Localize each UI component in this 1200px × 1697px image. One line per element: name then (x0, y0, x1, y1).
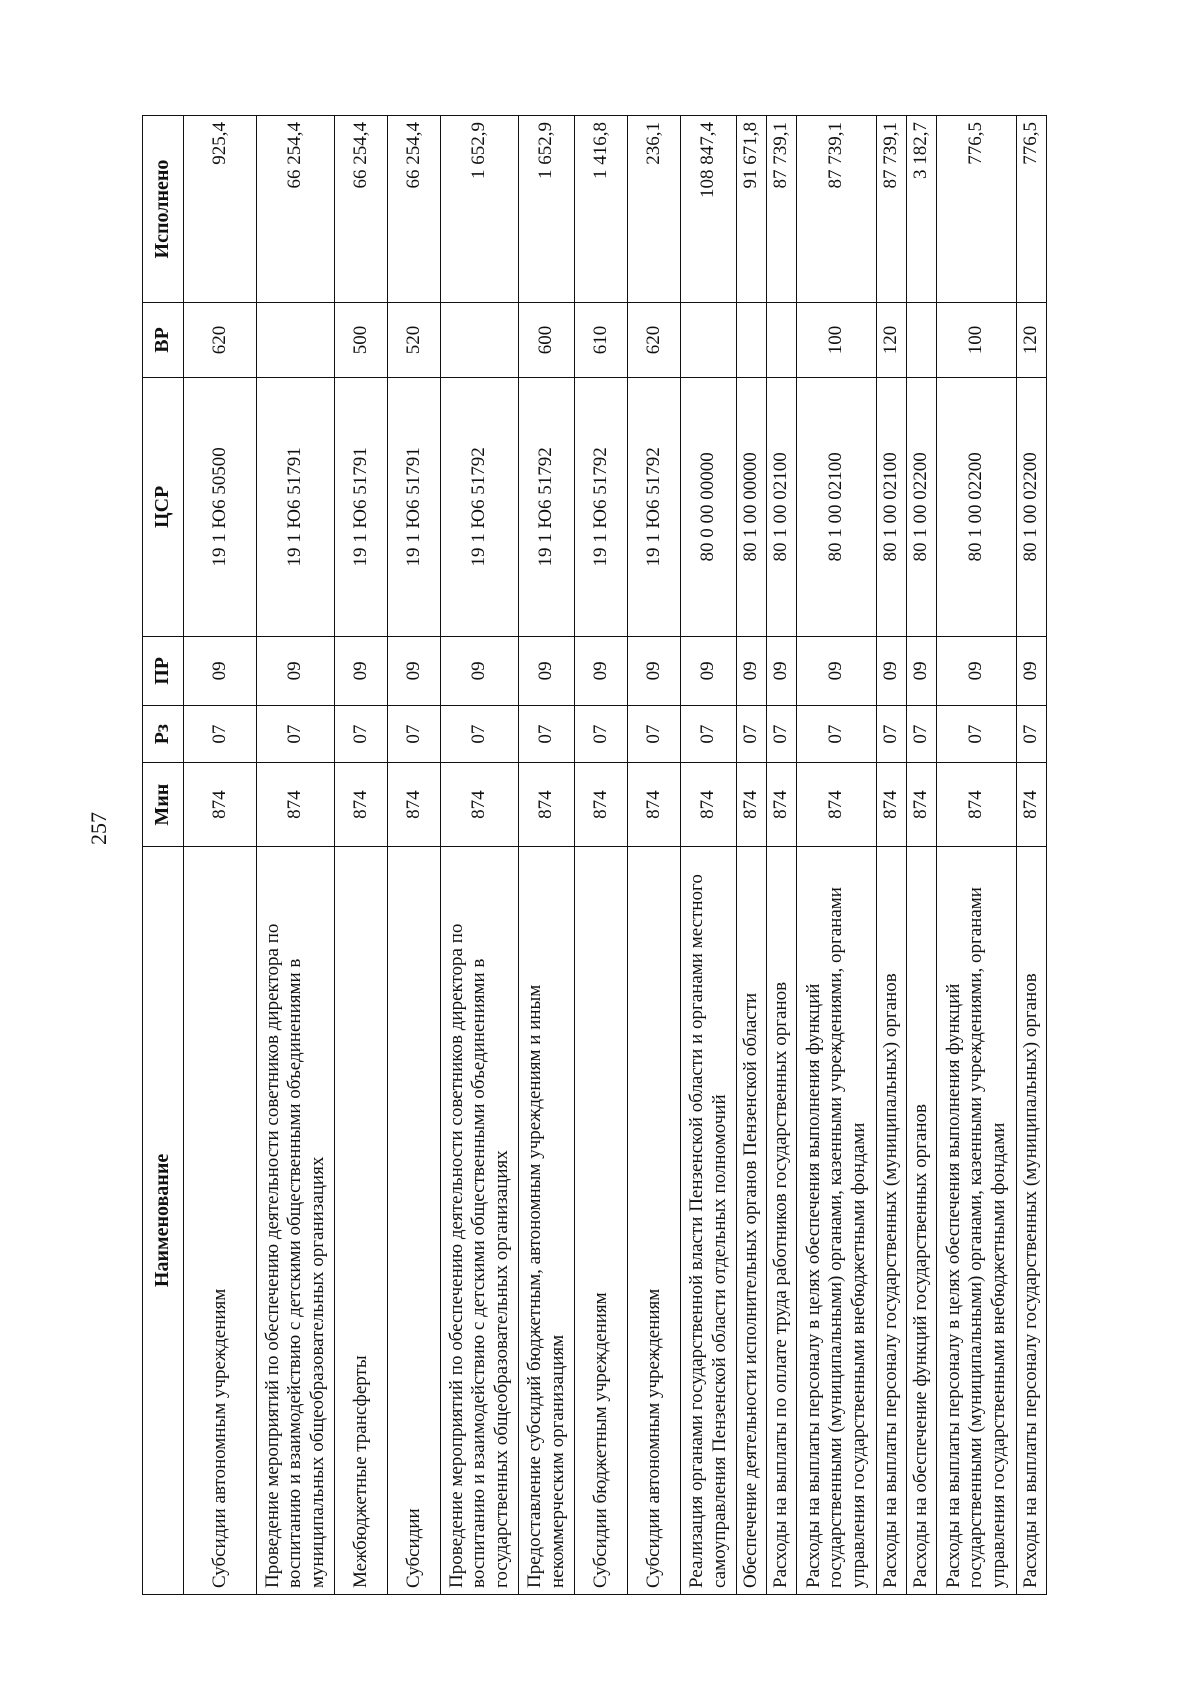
cell-name: Обеспечение деятельности исполнительных органов Пензенской области (737, 846, 767, 1594)
cell-executed: 66 254,4 (335, 116, 388, 303)
table-row (575, 116, 628, 1595)
cell-pr: 09 (797, 636, 877, 705)
cell-pr: 09 (681, 636, 737, 705)
cell-csr: 80 1 00 02200 (937, 377, 1017, 636)
cell-pr: 09 (519, 636, 575, 705)
cell-pr: 09 (767, 636, 797, 705)
table-row (388, 116, 441, 1595)
cell-rz: 07 (257, 705, 335, 763)
cell-rz: 07 (519, 705, 575, 763)
cell-pr: 09 (335, 636, 388, 705)
cell-name: Расходы на выплаты персоналу в целях обеспечения выполнения функций государственными (муниципальными) органами, казенными учреждениями, органами управления государственными внебюджетными фондами (937, 846, 1017, 1594)
cell-vr (441, 303, 519, 378)
cell-pr: 09 (388, 636, 441, 705)
cell-vr: 620 (184, 303, 257, 378)
cell-vr (767, 303, 797, 378)
header-name: Наименование (143, 846, 184, 1594)
cell-min: 874 (797, 763, 877, 846)
cell-min: 874 (681, 763, 737, 846)
cell-executed: 3 182,7 (907, 116, 937, 303)
cell-name: Проведение мероприятий по обеспечению деятельности советников директора по воспитанию и взаимодействию с детскими общественными объединениями в государственных общеобразовательных организациях (441, 846, 519, 1594)
cell-pr: 09 (737, 636, 767, 705)
cell-csr: 80 1 00 02200 (907, 377, 937, 636)
cell-vr: 620 (628, 303, 681, 378)
header-min: Мин (143, 763, 184, 846)
cell-min: 874 (737, 763, 767, 846)
cell-vr: 120 (1017, 303, 1047, 378)
table-row (797, 116, 877, 1595)
cell-executed: 1 652,9 (441, 116, 519, 303)
cell-name: Предоставление субсидий бюджетным, автономным учреждениям и иным некоммерческим организациям (519, 846, 575, 1594)
cell-pr: 09 (937, 636, 1017, 705)
cell-rz: 07 (388, 705, 441, 763)
header-csr: ЦСР (143, 377, 184, 636)
table-row (257, 116, 335, 1595)
cell-csr: 19 1 Ю6 51792 (441, 377, 519, 636)
page-number: 257 (86, 812, 111, 845)
cell-executed: 236,1 (628, 116, 681, 303)
cell-csr: 80 1 00 00000 (737, 377, 767, 636)
cell-name: Расходы на обеспечение функций государственных органов (907, 846, 937, 1594)
cell-executed: 776,5 (1017, 116, 1047, 303)
cell-executed: 1 416,8 (575, 116, 628, 303)
cell-pr: 09 (441, 636, 519, 705)
cell-rz: 07 (335, 705, 388, 763)
cell-name: Субсидии бюджетным учреждениям (575, 846, 628, 1594)
cell-min: 874 (575, 763, 628, 846)
cell-pr: 09 (1017, 636, 1047, 705)
cell-min: 874 (907, 763, 937, 846)
cell-rz: 07 (767, 705, 797, 763)
table-row (519, 116, 575, 1595)
table-row (1017, 116, 1047, 1595)
cell-rz: 07 (628, 705, 681, 763)
cell-csr: 80 1 00 02100 (767, 377, 797, 636)
cell-pr: 09 (628, 636, 681, 705)
table-row (767, 116, 797, 1595)
cell-executed: 87 739,1 (877, 116, 907, 303)
cell-rz: 07 (184, 705, 257, 763)
cell-csr: 19 1 Ю6 51791 (335, 377, 388, 636)
cell-csr: 19 1 Ю6 51792 (628, 377, 681, 636)
cell-min: 874 (767, 763, 797, 846)
cell-executed: 108 847,4 (681, 116, 737, 303)
cell-name: Реализация органами государственной власти Пензенской области и органами местного самоуправления Пензенской области отдельных полномочий (681, 846, 737, 1594)
cell-name: Расходы на выплаты по оплате труда работников государственных органов (767, 846, 797, 1594)
cell-vr: 500 (335, 303, 388, 378)
cell-csr: 19 1 Ю6 51791 (257, 377, 335, 636)
cell-vr: 100 (937, 303, 1017, 378)
cell-csr: 80 1 00 02100 (877, 377, 907, 636)
cell-rz: 07 (797, 705, 877, 763)
cell-vr: 100 (797, 303, 877, 378)
cell-min: 874 (257, 763, 335, 846)
cell-pr: 09 (184, 636, 257, 705)
cell-name: Субсидии (388, 846, 441, 1594)
cell-rz: 07 (877, 705, 907, 763)
cell-executed: 66 254,4 (388, 116, 441, 303)
header-pr: ПР (143, 636, 184, 705)
cell-executed: 91 671,8 (737, 116, 767, 303)
cell-pr: 09 (907, 636, 937, 705)
budget-table (142, 115, 1047, 1595)
table-row (335, 116, 388, 1595)
cell-name: Расходы на выплаты персоналу государственных (муниципальных) органов (877, 846, 907, 1594)
header-rz: Рз (143, 705, 184, 763)
cell-vr: 610 (575, 303, 628, 378)
cell-min: 874 (441, 763, 519, 846)
cell-rz: 07 (681, 705, 737, 763)
cell-vr (257, 303, 335, 378)
cell-csr: 19 1 Ю6 51791 (388, 377, 441, 636)
cell-executed: 1 652,9 (519, 116, 575, 303)
table-row (628, 116, 681, 1595)
cell-vr (737, 303, 767, 378)
table-row (441, 116, 519, 1595)
cell-name: Межбюджетные трансферты (335, 846, 388, 1594)
cell-executed: 87 739,1 (797, 116, 877, 303)
cell-name: Расходы на выплаты персоналу государственных (муниципальных) органов (1017, 846, 1047, 1594)
cell-pr: 09 (877, 636, 907, 705)
header-executed: Исполнено (143, 116, 184, 303)
cell-csr: 80 0 00 00000 (681, 377, 737, 636)
cell-csr: 19 1 Ю6 50500 (184, 377, 257, 636)
header-vr: ВР (143, 303, 184, 378)
cell-rz: 07 (737, 705, 767, 763)
cell-vr: 600 (519, 303, 575, 378)
cell-csr: 80 1 00 02100 (797, 377, 877, 636)
cell-vr (907, 303, 937, 378)
cell-rz: 07 (907, 705, 937, 763)
cell-executed: 66 254,4 (257, 116, 335, 303)
cell-min: 874 (184, 763, 257, 846)
table-header-row (143, 116, 184, 1595)
cell-vr: 120 (877, 303, 907, 378)
cell-min: 874 (1017, 763, 1047, 846)
table-body (184, 116, 1047, 1595)
table-row (681, 116, 737, 1595)
cell-vr: 520 (388, 303, 441, 378)
cell-min: 874 (628, 763, 681, 846)
table-row (937, 116, 1017, 1595)
table-row (737, 116, 767, 1595)
cell-min: 874 (937, 763, 1017, 846)
cell-pr: 09 (575, 636, 628, 705)
cell-min: 874 (519, 763, 575, 846)
table-row (877, 116, 907, 1595)
cell-min: 874 (388, 763, 441, 846)
cell-csr: 80 1 00 02200 (1017, 377, 1047, 636)
cell-executed: 87 739,1 (767, 116, 797, 303)
cell-rz: 07 (575, 705, 628, 763)
cell-pr: 09 (257, 636, 335, 705)
cell-name: Субсидии автономным учреждениям (184, 846, 257, 1594)
cell-csr: 19 1 Ю6 51792 (519, 377, 575, 636)
table-row (907, 116, 937, 1595)
cell-rz: 07 (441, 705, 519, 763)
cell-rz: 07 (937, 705, 1017, 763)
cell-csr: 19 1 Ю6 51792 (575, 377, 628, 636)
cell-vr (681, 303, 737, 378)
budget-table-container (142, 115, 1107, 1595)
cell-rz: 07 (1017, 705, 1047, 763)
cell-min: 874 (335, 763, 388, 846)
cell-name: Расходы на выплаты персоналу в целях обеспечения выполнения функций государственными (муниципальными) органами, казенными учреждениями, органами управления государственными внебюджетными фондами (797, 846, 877, 1594)
cell-executed: 925,4 (184, 116, 257, 303)
cell-executed: 776,5 (937, 116, 1017, 303)
cell-name: Субсидии автономным учреждениям (628, 846, 681, 1594)
cell-name: Проведение мероприятий по обеспечению деятельности советников директора по воспитанию и взаимодействию с детскими общественными объединениями в муниципальных общеобразовательных организациях (257, 846, 335, 1594)
table-row (184, 116, 257, 1595)
cell-min: 874 (877, 763, 907, 846)
